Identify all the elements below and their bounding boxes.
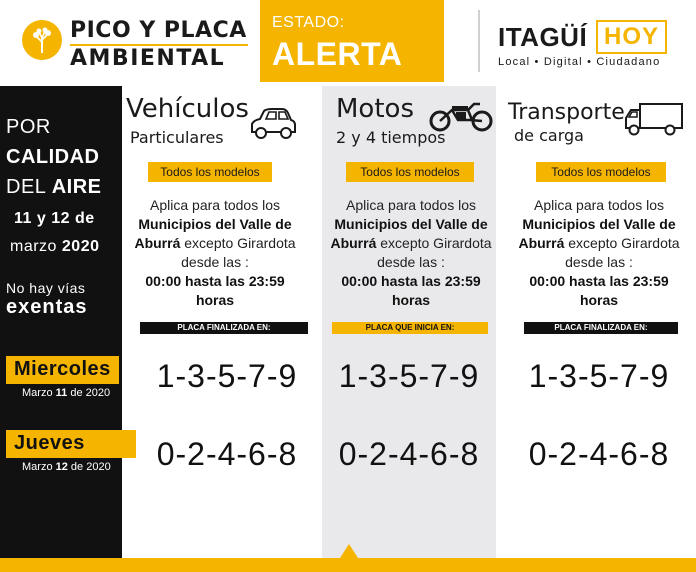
sidebar-del: DEL <box>6 176 52 198</box>
vehiculos-desc-line1: Aplica para todos los <box>150 197 280 213</box>
status-label: ESTADO: <box>272 14 345 31</box>
motos-day2-digits: 0-2-4-6-8 <box>338 436 480 472</box>
day-date-jueves-num: 12 <box>55 461 68 473</box>
motos-desc-line5: 00:00 hasta las 23:59 <box>341 273 481 289</box>
motos-title: Motos <box>336 94 414 124</box>
sidebar <box>0 86 122 558</box>
status-value: ALERTA <box>272 36 403 72</box>
transporte-desc-line1: Aplica para todos los <box>534 197 664 213</box>
vehiculos-subtitle: Particulares <box>130 128 224 147</box>
transporte-title: Transporte <box>508 100 625 125</box>
motos-desc-line4: desde las : <box>377 254 445 270</box>
day-date-miercoles <box>22 387 110 399</box>
day-tag-miercoles: Miercoles <box>6 356 119 384</box>
sidebar-dates-line1 <box>14 210 95 228</box>
sidebar-no-vias: No hay vías <box>6 280 86 296</box>
vehiculos-desc-line3: excepto Girardota <box>180 235 296 251</box>
transporte-day2-digits: 0-2-4-6-8 <box>528 436 670 472</box>
page-title-line2: AMBIENTAL <box>70 46 226 71</box>
sidebar-dates-year: 2020 <box>61 238 100 255</box>
motos-day1-digits: 1-3-5-7-9 <box>338 358 480 394</box>
bottom-pointer <box>340 544 358 558</box>
vehiculos-description <box>130 196 300 310</box>
transporte-placa-label: PLACA FINALIZADA EN: <box>524 322 678 334</box>
vehiculos-desc-line3-bold: Aburrá <box>134 235 181 251</box>
transporte-subtitle: de carga <box>514 126 584 145</box>
transporte-models-chip: Todos los modelos <box>536 162 666 182</box>
sidebar-por: POR <box>6 116 51 138</box>
sidebar-del-aire <box>6 176 102 199</box>
day-date-jueves-month: Marzo <box>22 461 56 473</box>
transporte-desc-line5: 00:00 hasta las 23:59 <box>529 273 669 289</box>
day-tag-jueves: Jueves <box>6 430 136 458</box>
brand-hoy-badge: HOY <box>596 20 667 54</box>
vehiculos-desc-line4: desde las : <box>181 254 249 270</box>
vehiculos-models-chip: Todos los modelos <box>148 162 272 182</box>
truck-icon <box>622 102 686 143</box>
motos-subtitle: 2 y 4 tiempos <box>336 128 446 147</box>
transporte-description <box>514 196 684 310</box>
tree-logo-icon <box>22 20 62 60</box>
sidebar-dates-line2 <box>10 238 100 256</box>
motos-desc-line3-bold: Aburrá <box>330 235 377 251</box>
car-icon <box>246 104 298 147</box>
motos-desc-line1: Aplica para todos los <box>346 197 476 213</box>
motos-description <box>326 196 496 310</box>
sidebar-aire: AIRE <box>51 176 102 198</box>
transporte-desc-line6: horas <box>579 292 619 308</box>
brand-divider <box>478 10 480 72</box>
motos-desc-line3: excepto Girardota <box>376 235 492 251</box>
day-date-miercoles-month: Marzo <box>22 387 56 399</box>
transporte-desc-line4: desde las : <box>565 254 633 270</box>
bottom-bar <box>0 558 696 572</box>
header <box>0 0 696 84</box>
brand-slogan: Local • Digital • Ciudadano <box>498 56 661 68</box>
motos-placa-label: PLACA QUE INICIA EN: <box>332 322 488 334</box>
vehiculos-day1-digits: 1-3-5-7-9 <box>156 358 298 394</box>
motos-desc-line2: Municipios del Valle de <box>334 216 488 232</box>
transporte-desc-line3-bold: Aburrá <box>518 235 565 251</box>
page-title-line1: PICO Y PLACA <box>70 18 247 43</box>
transporte-desc-line2: Municipios del Valle de <box>522 216 676 232</box>
day-date-jueves <box>22 461 111 473</box>
sidebar-calidad: CALIDAD <box>6 146 100 168</box>
vehiculos-desc-line6: horas <box>195 292 235 308</box>
day-date-miercoles-num: 11 <box>55 387 68 399</box>
transporte-desc-line3: excepto Girardota <box>564 235 680 251</box>
vehiculos-title: Vehículos <box>126 94 249 124</box>
day-date-jueves-year: de 2020 <box>67 461 111 473</box>
brand-name: ITAGÜÍ <box>498 22 588 52</box>
day-date-miercoles-year: de 2020 <box>67 387 111 399</box>
motorcycle-icon <box>428 98 494 137</box>
vehiculos-desc-line5: 00:00 hasta las 23:59 <box>145 273 285 289</box>
vehiculos-day2-digits: 0-2-4-6-8 <box>156 436 298 472</box>
sidebar-dates-line1-text: 11 y 12 de <box>14 210 95 227</box>
status-box <box>260 0 444 82</box>
motos-models-chip: Todos los modelos <box>346 162 474 182</box>
motos-desc-line6: horas <box>391 292 431 308</box>
vehiculos-desc-line2: Municipios del Valle de <box>138 216 292 232</box>
sidebar-dates-month: marzo <box>10 238 62 255</box>
sidebar-exentas: exentas <box>6 296 88 318</box>
transporte-day1-digits: 1-3-5-7-9 <box>528 358 670 394</box>
vehiculos-placa-label: PLACA FINALIZADA EN: <box>140 322 308 334</box>
